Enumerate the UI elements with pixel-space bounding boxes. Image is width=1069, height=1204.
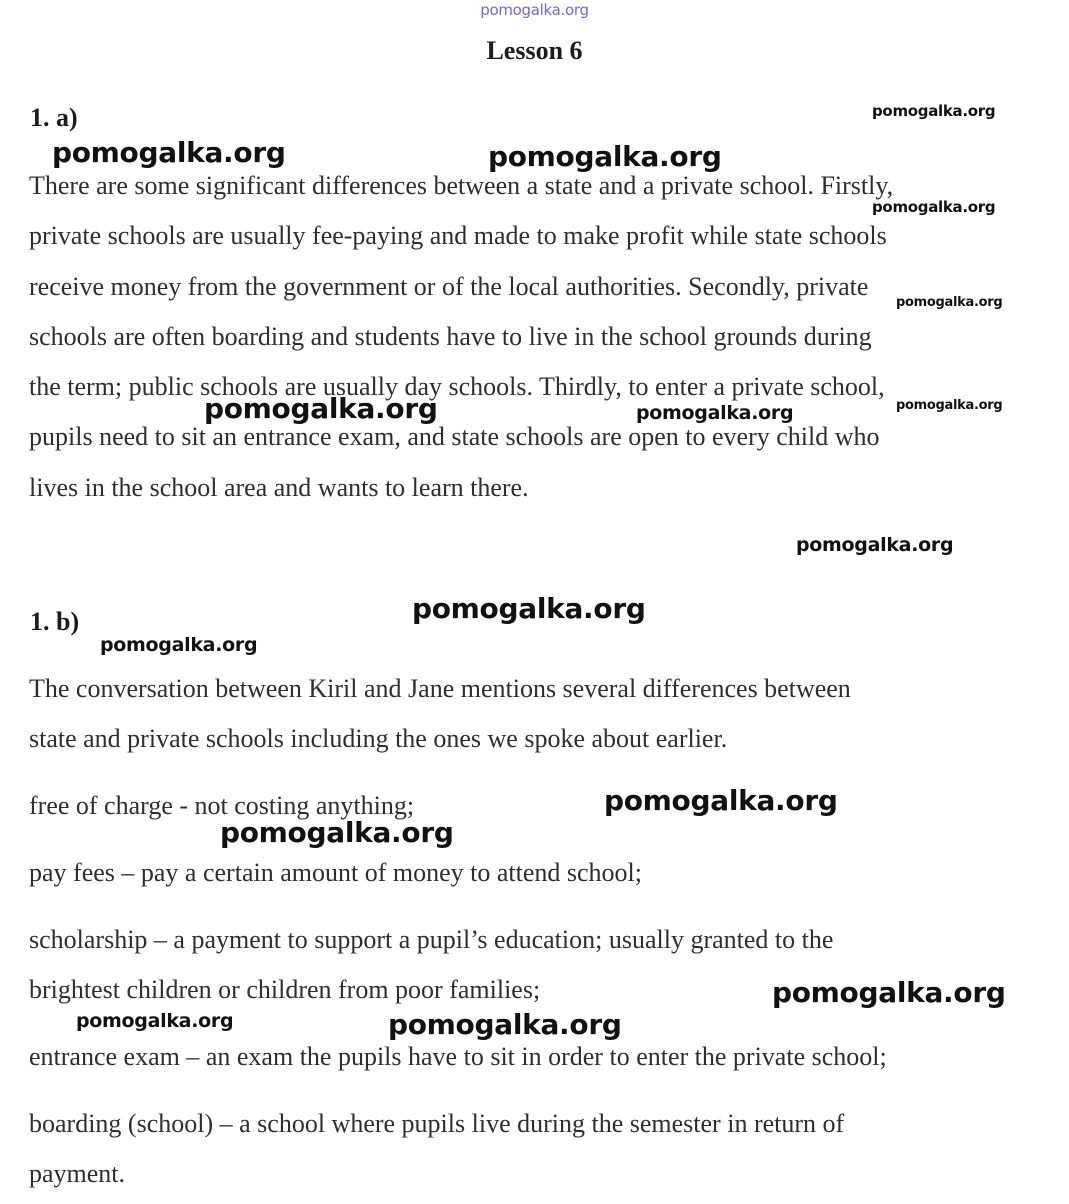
term-line: pay fees – pay a certain amount of money to attend school; bbox=[29, 858, 642, 887]
term-line: payment. bbox=[29, 1159, 126, 1189]
section-a-line: private schools are usually fee-paying and made to make profit while state schools bbox=[29, 221, 887, 251]
term-scholarship bbox=[29, 915, 833, 1016]
section-a-paragraph bbox=[29, 161, 893, 513]
site-header[interactable]: pomogalka.org bbox=[480, 1, 589, 19]
term-line: entrance exam – an exam the pupils have to sit in order to enter the private school; bbox=[29, 1042, 887, 1071]
watermark: pomogalka.org bbox=[204, 392, 438, 425]
watermark: pomogalka.org bbox=[796, 534, 954, 556]
watermark: pomogalka.org bbox=[872, 198, 996, 216]
watermark: pomogalka.org bbox=[896, 398, 1003, 413]
section-a-line: lives in the school area and wants to learn there. bbox=[29, 472, 529, 502]
watermark: pomogalka.org bbox=[52, 136, 286, 169]
section-a-line: There are some significant differences between a state and a private school. Firstly, bbox=[29, 171, 894, 200]
section-a-line: pupils need to sit an entrance exam, and state schools are open to every child who bbox=[29, 422, 880, 452]
watermark: pomogalka.org bbox=[772, 976, 1006, 1009]
watermark: pomogalka.org bbox=[896, 295, 1003, 310]
watermark: pomogalka.org bbox=[388, 1008, 622, 1041]
section-b-heading: 1. b) bbox=[30, 607, 80, 636]
section-a-line: schools are often boarding and students have to live in the school grounds during bbox=[29, 321, 872, 351]
section-b-intro-line: The conversation between Kiril and Jane mentions several differences between bbox=[29, 674, 851, 703]
section-b-intro-line: state and private schools including the ones we spoke about earlier. bbox=[29, 724, 728, 754]
term-line: scholarship – a payment to support a pupil’s education; usually granted to the bbox=[29, 925, 834, 954]
watermark: pomogalka.org bbox=[872, 102, 996, 120]
watermark: pomogalka.org bbox=[412, 592, 646, 625]
watermark: pomogalka.org bbox=[604, 784, 838, 817]
watermark: pomogalka.org bbox=[76, 1010, 234, 1032]
section-b-intro bbox=[29, 664, 851, 765]
watermark: pomogalka.org bbox=[100, 634, 258, 656]
watermark: pomogalka.org bbox=[636, 402, 794, 424]
term-boarding-school bbox=[29, 1099, 844, 1200]
section-a-line: receive money from the government or of the local authorities. Secondly, private bbox=[29, 271, 869, 301]
term-pay-fees bbox=[29, 848, 642, 898]
term-line: free of charge - not costing anything; bbox=[29, 791, 415, 820]
term-line: brightest children or children from poor families; bbox=[29, 975, 541, 1005]
watermark: pomogalka.org bbox=[220, 816, 454, 849]
term-line: boarding (school) – a school where pupils live during the semester in return of bbox=[29, 1109, 845, 1138]
section-a-heading: 1. a) bbox=[30, 103, 78, 132]
section-a-line: the term; public schools are usually day schools. Thirdly, to enter a private school, bbox=[29, 372, 885, 402]
watermark: pomogalka.org bbox=[488, 140, 722, 173]
lesson-title: Lesson 6 bbox=[486, 36, 583, 65]
